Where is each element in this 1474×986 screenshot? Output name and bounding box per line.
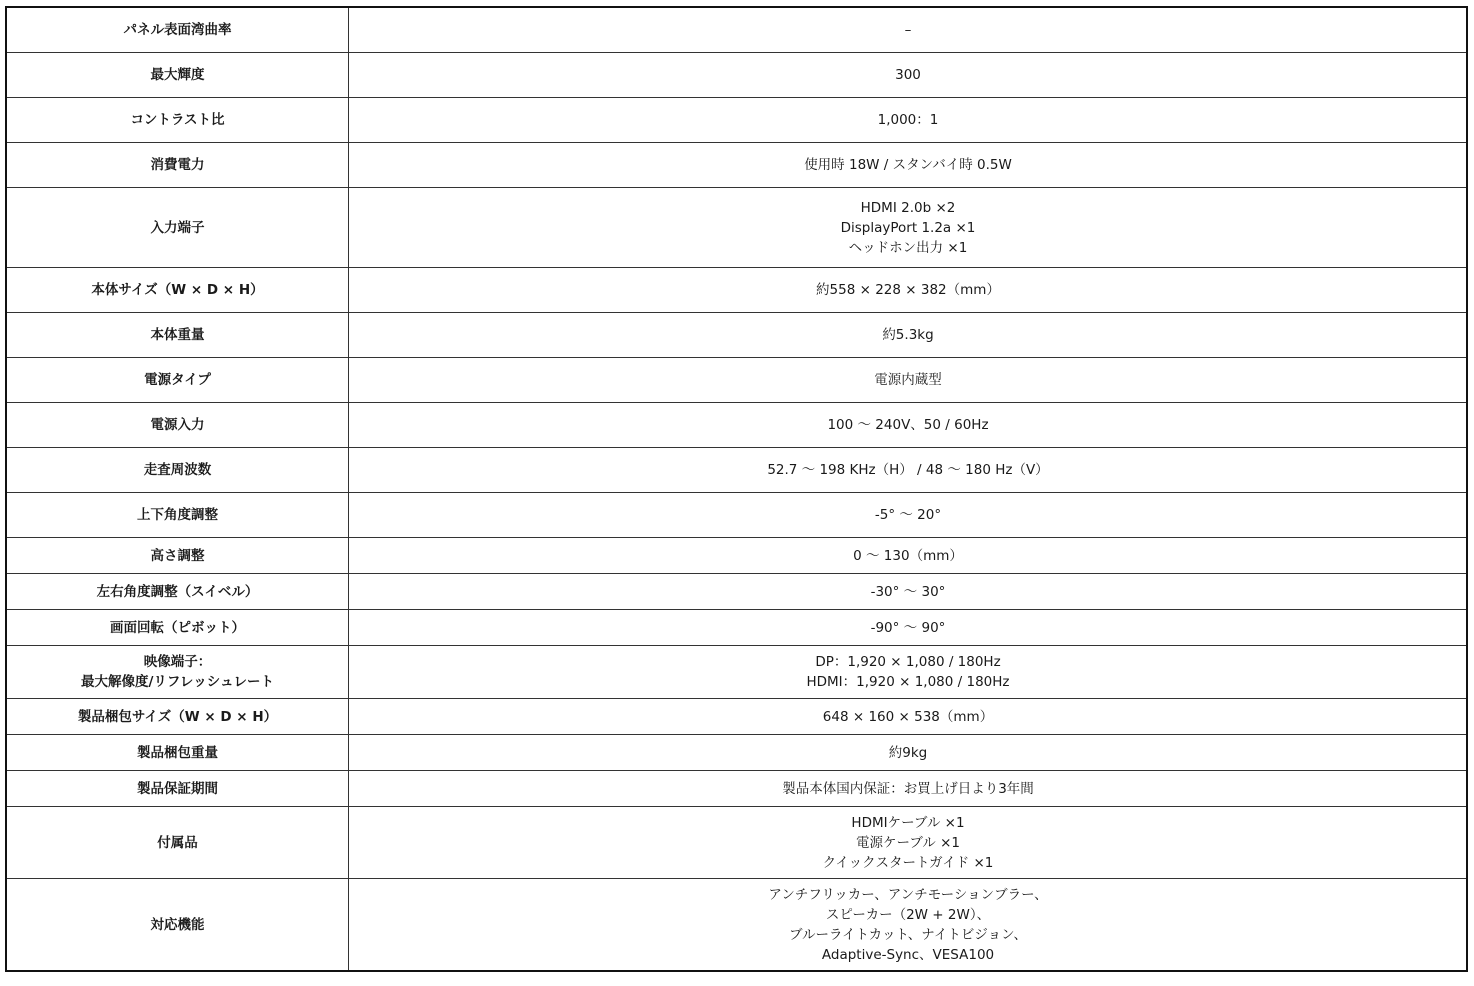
spec-value-cell (349, 53, 1468, 98)
spec-value-cell (349, 735, 1468, 771)
spec-label: パネル表面湾曲率 (123, 22, 232, 38)
spec-value-cell (349, 807, 1468, 879)
spec-label: 最大解像度/リフレッシュレート (81, 674, 274, 690)
spec-label-cell (7, 358, 349, 403)
spec-label: 製品梱包重量 (137, 744, 218, 761)
spec-value: 電源内蔵型 (874, 372, 942, 388)
spec-label-cell (7, 448, 349, 493)
spec-label-cell (7, 735, 349, 771)
spec-row (7, 53, 1468, 98)
spec-row (7, 268, 1468, 313)
spec-value-cell (349, 538, 1468, 574)
spec-value: HDMI 2.0b ×2 (860, 199, 956, 216)
spec-value: 648 × 160 × 538（mm） (822, 708, 994, 725)
spec-label-cell (7, 538, 349, 574)
spec-label: コントラスト比 (130, 112, 225, 128)
spec-label: 映像端子： (143, 654, 212, 670)
spec-value: 300 (895, 67, 921, 83)
spec-label-cell (7, 403, 349, 448)
spec-value: -30° ～ 30° (870, 583, 946, 600)
spec-value: ブルーライトカット、ナイトビジョン、 (788, 926, 1027, 943)
spec-value-cell (349, 358, 1468, 403)
spec-table-body (7, 8, 1468, 971)
spec-value-cell (349, 268, 1468, 313)
spec-value: 製品本体国内保証：お買上げ日より3年間 (782, 780, 1034, 797)
spec-row (7, 538, 1468, 574)
spec-table (6, 7, 1468, 971)
spec-value-cell (349, 574, 1468, 610)
spec-row (7, 771, 1468, 807)
spec-row (7, 313, 1468, 358)
spec-value: 電源ケーブル ×1 (856, 834, 960, 851)
spec-value: -90° ～ 90° (870, 619, 946, 636)
spec-row (7, 879, 1468, 971)
spec-value-cell (349, 879, 1468, 971)
spec-label: 電源タイプ (144, 372, 211, 388)
spec-label: 本体重量 (150, 327, 205, 343)
spec-value: Adaptive-Sync、VESA100 (821, 946, 995, 963)
spec-label-cell (7, 807, 349, 879)
spec-label-cell (7, 143, 349, 188)
spec-label-cell (7, 646, 349, 699)
spec-value-cell (349, 448, 1468, 493)
spec-label: 左右角度調整（スイベル） (96, 583, 259, 600)
spec-label-cell (7, 574, 349, 610)
spec-value: DP：1,920 × 1,080 / 180Hz (815, 654, 1001, 670)
spec-value-cell (349, 313, 1468, 358)
spec-value: アンチフリッカー、アンチモーションブラー、 (768, 886, 1048, 903)
spec-label-cell (7, 98, 349, 143)
spec-row (7, 735, 1468, 771)
spec-label: 付属品 (157, 834, 198, 851)
spec-row (7, 8, 1468, 53)
spec-value: 1,000：1 (877, 112, 939, 128)
spec-row (7, 448, 1468, 493)
spec-row (7, 699, 1468, 735)
spec-value-cell (349, 143, 1468, 188)
spec-label-cell (7, 699, 349, 735)
spec-label: 電源入力 (150, 417, 205, 433)
spec-value: HDMIケーブル ×1 (851, 814, 965, 831)
spec-row (7, 403, 1468, 448)
spec-label: 走査周波数 (143, 462, 212, 478)
spec-label: 画面回転（ピボット） (110, 619, 245, 636)
spec-value-cell (349, 8, 1468, 53)
spec-label: 上下角度調整 (137, 507, 218, 523)
spec-value-cell (349, 771, 1468, 807)
spec-label-cell (7, 8, 349, 53)
spec-value-cell (349, 699, 1468, 735)
spec-value-cell (349, 98, 1468, 143)
spec-value: ヘッドホン出力 ×1 (848, 239, 968, 256)
spec-label-cell (7, 188, 349, 268)
spec-label: 入力端子 (150, 219, 205, 236)
spec-value-cell (349, 403, 1468, 448)
spec-value: 使用時 18W / スタンバイ時 0.5W (804, 157, 1012, 173)
spec-label-cell (7, 53, 349, 98)
spec-row (7, 610, 1468, 646)
spec-row (7, 143, 1468, 188)
spec-row (7, 98, 1468, 143)
spec-value: 52.7 ～ 198 KHz（H） / 48 ～ 180 Hz（V） (767, 462, 1049, 478)
spec-value-cell (349, 188, 1468, 268)
spec-value: – (904, 22, 912, 38)
spec-value-cell (349, 610, 1468, 646)
spec-row (7, 188, 1468, 268)
spec-value: HDMI：1,920 × 1,080 / 180Hz (806, 674, 1010, 690)
spec-row (7, 493, 1468, 538)
spec-value: 約558 × 228 × 382（mm） (816, 282, 1000, 298)
spec-label: 消費電力 (150, 157, 205, 173)
spec-row (7, 358, 1468, 403)
spec-label: 製品保証期間 (137, 780, 218, 797)
spec-label: 製品梱包サイズ（W × D × H） (77, 708, 278, 725)
spec-value: -5° ～ 20° (874, 507, 942, 523)
spec-label: 対応機能 (150, 916, 205, 933)
spec-label: 高さ調整 (150, 547, 205, 564)
spec-label: 本体サイズ（W × D × H） (91, 282, 264, 298)
spec-label-cell (7, 879, 349, 971)
spec-value: スピーカー（2W + 2W）、 (825, 906, 991, 923)
spec-row (7, 807, 1468, 879)
spec-value: 100 ～ 240V、50 / 60Hz (827, 417, 989, 433)
spec-value-cell (349, 493, 1468, 538)
spec-row (7, 574, 1468, 610)
spec-value: 約9kg (888, 744, 928, 761)
spec-value: 0 ～ 130（mm） (853, 547, 963, 564)
spec-label-cell (7, 493, 349, 538)
spec-value: クイックスタートガイド ×1 (822, 854, 994, 871)
spec-row (7, 646, 1468, 699)
spec-value-cell (349, 646, 1468, 699)
spec-label: 最大輝度 (150, 67, 205, 83)
spec-label-cell (7, 771, 349, 807)
spec-label-cell (7, 610, 349, 646)
spec-value: 約5.3kg (882, 327, 934, 343)
spec-value: DisplayPort 1.2a ×1 (840, 219, 976, 236)
spec-label-cell (7, 268, 349, 313)
spec-label-cell (7, 313, 349, 358)
